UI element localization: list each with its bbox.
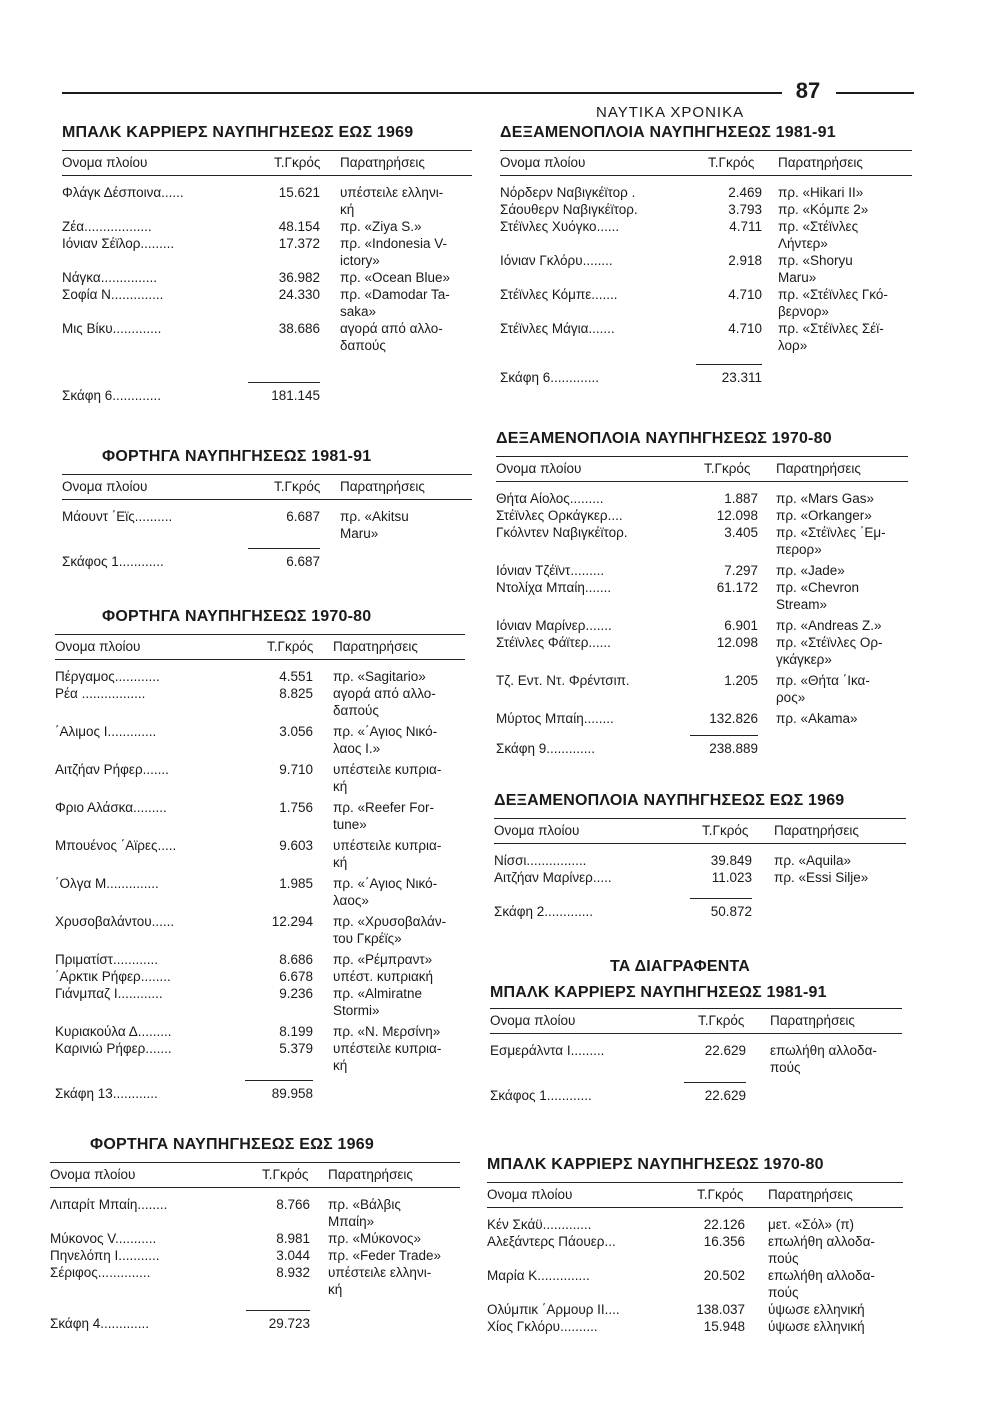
gross-tonnage: 16.356: [703, 1234, 745, 1249]
gross-tonnage: 1.205: [724, 673, 758, 688]
ship-name: Πριματίστ............: [55, 952, 159, 967]
remarks: υπέστειλε κυπρια- κή: [333, 838, 442, 870]
gross-tonnage: 39.849: [710, 853, 752, 868]
section-cargo-1970-80: [55, 608, 465, 1106]
gross-tonnage: 61.172: [716, 580, 758, 595]
column-header-name: Ονομα πλοίου: [62, 155, 148, 170]
ship-name: Τζ. Εντ. Ντ. Φρέντσιπ.: [496, 673, 630, 688]
ship-name: Ρέα .................: [55, 686, 146, 701]
section-title: ΔΕΞΑΜΕΝΟΠΛΟΙΑ ΝΑΥΠΗΓΗΣΕΩΣ ΕΩΣ 1969: [494, 792, 845, 809]
total-value: 89.958: [271, 1086, 313, 1101]
table-header: [50, 1162, 460, 1188]
table-body: [500, 176, 912, 354]
table-row: [55, 985, 465, 1019]
table-row: [55, 875, 465, 909]
ship-name: Αιτζήαν Ρήφερ.......: [55, 762, 169, 777]
gross-tonnage: 4.711: [729, 219, 762, 234]
table-total: [50, 1310, 460, 1336]
table-row: [50, 1247, 460, 1264]
remarks: πρ. «Chevron Stream»: [776, 580, 860, 612]
table-total: [55, 1080, 465, 1106]
section-title: ΔΕΞΑΜΕΝΟΠΛΟΙΑ ΝΑΥΠΗΓΗΣΕΩΣ 1981-91: [500, 124, 836, 141]
gross-tonnage: 8.981: [276, 1231, 310, 1246]
ship-name: Ολύμπικ ΄Αρμουρ ΙΙ....: [487, 1302, 620, 1317]
total-label: Σκάφη 4.............: [50, 1316, 150, 1331]
table-total: [496, 735, 908, 761]
table-row: [500, 252, 912, 286]
table-row: [496, 562, 908, 579]
section-title: ΦΟΡΤΗΓΑ ΝΑΥΠΗΓΗΣΕΩΣ 1970-80: [102, 608, 372, 625]
total-value: 23.311: [721, 370, 762, 385]
section-title: ΜΠΑΛΚ ΚΑΡΡΙΕΡΣ ΝΑΥΠΗΓΗΣΕΩΣ ΕΩΣ 1969: [62, 124, 414, 141]
table-body: [487, 1208, 903, 1335]
remarks: πρ. «Orkanger»: [776, 508, 872, 523]
table-row: [50, 1230, 460, 1247]
section-tankers-1969: [494, 792, 906, 924]
table-row: [55, 951, 465, 968]
table-row: [62, 235, 472, 269]
gross-tonnage: 3.044: [276, 1248, 310, 1263]
table-row: [55, 723, 465, 757]
table-row: [55, 837, 465, 871]
gross-tonnage: 138.037: [696, 1302, 745, 1317]
table-row: [55, 1040, 465, 1074]
remarks: επωλήθη αλλοδα- πούς: [768, 1268, 875, 1300]
section-title: ΦΟΡΤΗΓΑ ΝΑΥΠΗΓΗΣΕΩΣ 1981-91: [102, 448, 372, 465]
table-body: [496, 482, 908, 727]
column-header-name: Ονομα πλοίου: [490, 1013, 576, 1028]
ship-name: Αιτζήαν Μαρίνερ.....: [494, 870, 612, 885]
ship-name: Στέϊνλες Χυόγκο......: [500, 219, 620, 234]
column-header-tonnage: Τ.Γκρός: [708, 155, 755, 170]
section-title: ΔΕΞΑΜΕΝΟΠΛΟΙΑ ΝΑΥΠΗΓΗΣΕΩΣ 1970-80: [496, 430, 832, 447]
gross-tonnage: 36.982: [278, 270, 320, 285]
section-cargo-1981-91: [62, 448, 472, 574]
remarks: πρ. «Shoryu Maru»: [778, 253, 853, 285]
total-rule: [690, 898, 752, 899]
table-row: [55, 685, 465, 719]
ship-name: Λιπαρίτ Μπαίη........: [50, 1197, 168, 1212]
table-header: [496, 456, 908, 482]
ship-name: Φλάγκ Δέσποινα......: [62, 185, 184, 200]
remarks: πρ. «Essi Silje»: [774, 870, 869, 885]
column-header-tonnage: Τ.Γκρός: [697, 1187, 744, 1202]
remarks: πρ. «Χρυσοβαλάν- του Γκρέϊς»: [333, 914, 447, 946]
table-row: [487, 1267, 903, 1301]
ship-name: Στέϊνλες Ορκάγκερ....: [496, 508, 623, 523]
column-header-name: Ονομα πλοίου: [55, 639, 141, 654]
remarks: ύψωσε ελληνική: [768, 1319, 865, 1334]
table-row: [62, 269, 472, 286]
ship-name: Θήτα Αίολος.........: [496, 491, 604, 506]
remarks: πρ. «Κόμπε 2»: [778, 202, 869, 217]
remarks: πρ. «Θήτα ΄Ικα- ρος»: [776, 673, 870, 705]
remarks: πρ. «Στέϊνλες Σέϊ- λορ»: [778, 321, 884, 353]
gross-tonnage: 5.379: [279, 1041, 313, 1056]
ship-name: Νίσσι................: [494, 853, 587, 868]
column-header-notes: Παρατηρήσεις: [333, 639, 418, 654]
ship-name: Σέριφος..............: [50, 1265, 151, 1280]
ship-name: ΄Αλιμος Ι.............: [55, 724, 157, 739]
total-label: Σκάφη 9.............: [496, 741, 596, 756]
gross-tonnage: 132.826: [709, 711, 758, 726]
table-total: [494, 898, 906, 924]
gross-tonnage: 3.056: [279, 724, 313, 739]
remarks: πρ. «Βάλβις Μπαίη»: [328, 1197, 401, 1229]
total-rule: [245, 1080, 313, 1081]
remarks: πρ. «Στέϊνλες ΄Εμ- περορ»: [776, 525, 886, 557]
gross-tonnage: 6.678: [279, 969, 313, 984]
column-header-tonnage: Τ.Γκρός: [274, 479, 321, 494]
ship-name: Σοφία Ν..............: [62, 287, 164, 302]
total-label: Σκάφος 1............: [62, 554, 164, 569]
column-header-name: Ονομα πλοίου: [496, 461, 582, 476]
gross-tonnage: 9.710: [279, 762, 313, 777]
remarks: επωλήθη αλλοδα- πούς: [768, 1234, 875, 1266]
remarks: πρ. «Hikari II»: [778, 185, 864, 200]
column-header-notes: Παρατηρήσεις: [768, 1187, 853, 1202]
table-row: [62, 320, 472, 354]
total-rule: [690, 735, 758, 736]
gross-tonnage: 12.098: [716, 635, 758, 650]
ship-name: Στέϊνλες Φάϊτερ......: [496, 635, 611, 650]
total-label: Σκάφη 2.............: [494, 904, 594, 919]
remarks: πρ. «Indonesia V- ictory»: [340, 236, 448, 268]
ship-name: Ιόνιαν Τζέϊντ.........: [496, 563, 605, 578]
remarks: πρ. «Μύκονος»: [328, 1231, 421, 1246]
total-label: Σκάφη 6.............: [500, 370, 600, 385]
gross-tonnage: 48.154: [278, 219, 320, 234]
column-header-name: Ονομα πλοίου: [494, 823, 580, 838]
table-row: [490, 1042, 902, 1076]
table-row: [496, 672, 908, 706]
table-row: [494, 852, 906, 869]
table-row: [487, 1233, 903, 1267]
ship-name: Χρυσοβαλάντου......: [55, 914, 175, 929]
column-header-tonnage: Τ.Γκρός: [704, 461, 751, 476]
remarks: πρ. «Almiratne Stormi»: [333, 986, 423, 1018]
column-header-notes: Παρατηρήσεις: [770, 1013, 855, 1028]
total-label: Σκάφη 13............: [55, 1086, 158, 1101]
table-row: [496, 490, 908, 507]
table-row: [55, 913, 465, 947]
gross-tonnage: 15.621: [278, 185, 320, 200]
section-subtitle: ΜΠΑΛΚ ΚΑΡΡΙΕΡΣ ΝΑΥΠΗΓΗΣΕΩΣ 1981-91: [490, 984, 827, 1001]
remarks: υπέστειλε κυπρια- κή: [333, 762, 442, 794]
ship-name: Μύκονος V...........: [50, 1231, 157, 1246]
table-body: [50, 1188, 460, 1298]
table-body: [494, 844, 906, 886]
table-header: [55, 634, 465, 660]
gross-tonnage: 17.372: [278, 236, 320, 251]
ship-name: Κέν Σκάϋ.............: [487, 1217, 592, 1232]
gross-tonnage: 12.098: [716, 508, 758, 523]
gross-tonnage: 8.199: [279, 1024, 313, 1039]
total-value: 22.629: [704, 1088, 746, 1103]
gross-tonnage: 15.948: [703, 1319, 745, 1334]
table-body: [62, 500, 472, 542]
table-row: [494, 869, 906, 886]
ship-name: Φριο Αλάσκα.........: [55, 800, 167, 815]
gross-tonnage: 8.766: [276, 1197, 310, 1212]
column-header-name: Ονομα πλοίου: [487, 1187, 573, 1202]
gross-tonnage: 2.918: [728, 253, 762, 268]
total-value: 181.145: [271, 388, 320, 403]
remarks: πρ. «Akama»: [776, 711, 858, 726]
gross-tonnage: 6.687: [286, 509, 320, 524]
remarks: πρ. «Aquila»: [774, 853, 852, 868]
section-tankers-1970-80: [496, 430, 908, 761]
ship-name: ΄Ολγα Μ..............: [55, 876, 159, 891]
ship-name: Κυριακούλα Δ.........: [55, 1024, 172, 1039]
remarks: αγορά από αλλο- δαπούς: [333, 686, 436, 718]
remarks: πρ. «Sagitario»: [333, 669, 426, 684]
total-rule: [246, 1310, 310, 1311]
remarks: πρ. «Ocean Blue»: [340, 270, 451, 285]
ship-name: Εσμεράλντα Ι.........: [490, 1043, 605, 1058]
gross-tonnage: 9.236: [279, 986, 313, 1001]
table-row: [487, 1301, 903, 1318]
ship-name: Μις Βίκυ.............: [62, 321, 162, 336]
ship-name: Καρινιώ Ρήφερ.......: [55, 1041, 172, 1056]
gross-tonnage: 38.686: [278, 321, 320, 336]
remarks: μετ. «Σόλ» (π): [768, 1217, 855, 1232]
gross-tonnage: 20.502: [703, 1268, 745, 1283]
section-bulk-carriers-1969: [62, 124, 472, 408]
column-header-name: Ονομα πλοίου: [62, 479, 148, 494]
column-header-notes: Παρατηρήσεις: [340, 155, 425, 170]
gross-tonnage: 3.793: [728, 202, 762, 217]
section-title: ΤΑ ΔΙΑΓΡΑΦΕΝΤΑ: [610, 958, 751, 975]
table-header: [494, 818, 906, 844]
table-row: [55, 1023, 465, 1040]
remarks: πρ. «Ν. Μερσίνη»: [333, 1024, 441, 1039]
table-row: [55, 799, 465, 833]
ship-name: Μαρία Κ..............: [487, 1268, 590, 1283]
top-rule-left: [62, 92, 782, 94]
gross-tonnage: 22.126: [703, 1217, 745, 1232]
gross-tonnage: 1.887: [724, 491, 758, 506]
table-row: [487, 1318, 903, 1335]
remarks: πρ. «΄Αγιος Νικό- λαος Ι.»: [333, 724, 438, 756]
table-row: [50, 1196, 460, 1230]
gross-tonnage: 6.901: [724, 618, 758, 633]
total-value: 238.889: [709, 741, 758, 756]
column-header-notes: Παρατηρήσεις: [774, 823, 859, 838]
column-header-name: Ονομα πλοίου: [50, 1167, 136, 1182]
remarks: πρ. «Ρέμπραντ»: [333, 952, 433, 967]
remarks: πρ. «Andreas Z.»: [776, 618, 882, 633]
gross-tonnage: 12.294: [271, 914, 313, 929]
total-label: Σκάφος 1............: [490, 1088, 592, 1103]
ship-name: Αλεξάντερς Πάουερ...: [487, 1234, 616, 1249]
section-title: ΜΠΑΛΚ ΚΑΡΡΙΕΡΣ ΝΑΥΠΗΓΗΣΕΩΣ 1970-80: [487, 1156, 824, 1173]
ship-name: Πέργαμος............: [55, 669, 160, 684]
remarks: υπέστειλε ελληνι- κή: [340, 185, 444, 217]
column-header-name: Ονομα πλοίου: [500, 155, 586, 170]
remarks: πρ. «΄Αγιος Νικό- λαος»: [333, 876, 438, 908]
remarks: πρ. «Στέϊνλες Λήντερ»: [778, 219, 859, 251]
ship-name: Μύρτος Μπαίη........: [496, 711, 614, 726]
table-row: [500, 320, 912, 354]
table-row: [500, 201, 912, 218]
table-row: [487, 1216, 903, 1233]
table-body: [62, 176, 472, 354]
table-row: [55, 968, 465, 985]
table-header: [62, 150, 472, 176]
table-row: [55, 668, 465, 685]
table-row: [496, 634, 908, 668]
remarks: πρ. «Reefer For- tune»: [333, 800, 435, 832]
gross-tonnage: 2.469: [728, 185, 762, 200]
table-body: [490, 1034, 902, 1076]
column-header-notes: Παρατηρήσεις: [340, 479, 425, 494]
table-row: [496, 507, 908, 524]
table-header: [490, 1008, 902, 1034]
ship-name: Ιόνιαν Σέϊλορ.........: [62, 236, 175, 251]
table-total: [62, 548, 472, 574]
ship-name: Στέϊνλες Μάγια.......: [500, 321, 615, 336]
total-rule: [248, 548, 320, 549]
section-deleted-bulk-1981-91: [490, 958, 902, 1108]
remarks: υπέστ. κυπριακή: [333, 969, 434, 984]
ship-name: Νάγκα...............: [62, 270, 157, 285]
column-header-notes: Παρατηρήσεις: [778, 155, 863, 170]
gross-tonnage: 8.932: [276, 1265, 310, 1280]
remarks: πρ. «Jade»: [776, 563, 845, 578]
gross-tonnage: 3.405: [724, 525, 758, 540]
remarks: πρ. «Στέϊνλες Γκό- βερνορ»: [778, 287, 888, 319]
table-header: [62, 474, 472, 500]
remarks: υπέστειλε κυπρια- κή: [333, 1041, 442, 1073]
ship-name: Ζέα..................: [62, 219, 152, 234]
gross-tonnage: 11.023: [711, 870, 752, 885]
table-row: [496, 579, 908, 613]
total-value: 29.723: [268, 1316, 310, 1331]
table-row: [62, 184, 472, 218]
table-row: [496, 710, 908, 727]
table-body: [55, 660, 465, 1074]
ship-name: Ιόνιαν Γκλόρυ........: [500, 253, 613, 268]
column-header-notes: Παρατηρήσεις: [328, 1167, 413, 1182]
table-row: [55, 761, 465, 795]
running-header: ΝΑΥΤΙΚΑ ΧΡΟΝΙΚΑ: [596, 104, 745, 121]
ship-name: Ιόνιαν Μαρίνερ.......: [496, 618, 612, 633]
ship-name: ΄Αρκτικ Ρήφερ........: [55, 969, 171, 984]
gross-tonnage: 8.686: [279, 952, 313, 967]
table-row: [500, 218, 912, 252]
remarks: πρ. «Feder Trade»: [328, 1248, 442, 1263]
top-rule-right: [836, 92, 914, 94]
gross-tonnage: 22.629: [704, 1043, 746, 1058]
remarks: πρ. «Damodar Ta- saka»: [340, 287, 450, 319]
remarks: αγορά από αλλο- δαπούς: [340, 321, 443, 353]
remarks: ύψωσε ελληνική: [768, 1302, 865, 1317]
table-total: [62, 382, 472, 408]
gross-tonnage: 9.603: [279, 838, 313, 853]
table-total: [490, 1082, 902, 1108]
ship-name: Ντολίχα Μπαίη.......: [496, 580, 612, 595]
ship-name: Γιάνμπαζ Ι............: [55, 986, 163, 1001]
table-row: [62, 508, 472, 542]
gross-tonnage: 8.825: [279, 686, 313, 701]
table-row: [500, 286, 912, 320]
section-tankers-1981-91: [500, 124, 912, 390]
table-header: [487, 1182, 903, 1208]
table-row: [62, 218, 472, 235]
column-header-notes: Παρατηρήσεις: [776, 461, 861, 476]
gross-tonnage: 4.710: [728, 287, 762, 302]
column-header-tonnage: Τ.Γκρός: [262, 1167, 309, 1182]
page-number: 87: [795, 78, 821, 103]
total-value: 50.872: [710, 904, 752, 919]
ship-name: Χίος Γκλόρυ..........: [487, 1319, 598, 1334]
column-header-tonnage: Τ.Γκρός: [702, 823, 749, 838]
ship-name: Νόρδερν Ναβιγκέϊτορ .: [500, 185, 636, 200]
remarks: υπέστειλε ελληνι- κή: [328, 1265, 432, 1297]
gross-tonnage: 24.330: [278, 287, 320, 302]
table-row: [50, 1264, 460, 1298]
column-header-tonnage: Τ.Γκρός: [267, 639, 314, 654]
table-row: [496, 524, 908, 558]
section-title: ΦΟΡΤΗΓΑ ΝΑΥΠΗΓΗΣΕΩΣ ΕΩΣ 1969: [90, 1136, 374, 1153]
total-value: 6.687: [286, 554, 320, 569]
remarks: πρ. «Στέϊνλες Ορ- γκάγκερ»: [776, 635, 883, 667]
table-row: [500, 184, 912, 201]
table-header: [500, 150, 912, 176]
gross-tonnage: 4.551: [279, 669, 313, 684]
section-cargo-1969: [50, 1136, 460, 1336]
column-header-tonnage: Τ.Γκρός: [274, 155, 321, 170]
ship-name: Στέϊνλες Κόμπε.......: [500, 287, 618, 302]
ship-name: Πηνελόπη Ι...........: [50, 1248, 160, 1263]
ship-name: Σάουθερν Ναβιγκέϊτορ.: [500, 202, 638, 217]
remarks: πρ. «Ziya S.»: [340, 219, 422, 234]
gross-tonnage: 7.297: [724, 563, 758, 578]
total-rule: [684, 1082, 746, 1083]
table-row: [496, 617, 908, 634]
ship-name: Γκόλντεν Ναβιγκέϊτορ.: [496, 525, 628, 540]
gross-tonnage: 1.985: [279, 876, 313, 891]
remarks: πρ. «Mars Gas»: [776, 491, 875, 506]
table-total: [500, 364, 912, 390]
remarks: πρ. «Akitsu Maru»: [340, 509, 409, 541]
table-row: [62, 286, 472, 320]
section-bulk-carriers-1970-80: [487, 1156, 903, 1335]
total-rule: [696, 364, 762, 365]
column-header-tonnage: Τ.Γκρός: [698, 1013, 745, 1028]
total-rule: [248, 382, 320, 383]
gross-tonnage: 1.756: [279, 800, 313, 815]
ship-name: Μπουένος ΄Αϊρες.....: [55, 838, 177, 853]
remarks: επωλήθη αλλοδα- πούς: [770, 1043, 877, 1075]
total-label: Σκάφη 6.............: [62, 388, 162, 403]
gross-tonnage: 4.710: [728, 321, 762, 336]
ship-name: Μάουντ ΄Εϊς..........: [62, 509, 173, 524]
